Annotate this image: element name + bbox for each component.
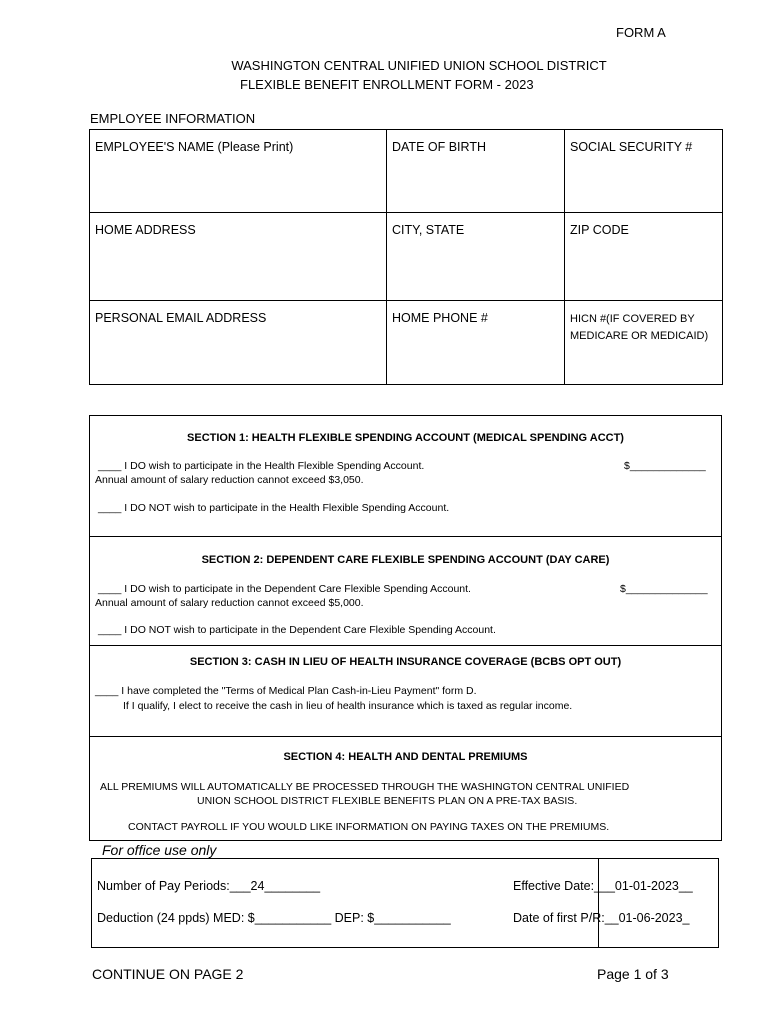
home-address-field[interactable]: HOME ADDRESS — [90, 213, 387, 301]
email-field[interactable]: PERSONAL EMAIL ADDRESS — [90, 301, 387, 385]
employee-info-table — [89, 129, 723, 385]
continue-note: CONTINUE ON PAGE 2 — [92, 966, 244, 982]
first-payroll-date: Date of first P/R:__01-06-2023_ — [513, 911, 690, 925]
section-2-limit: Annual amount of salary reduction cannot exceed $5,000. — [95, 597, 364, 609]
city-state-field[interactable]: CITY, STATE — [387, 213, 565, 301]
name-field[interactable]: EMPLOYEE'S NAME (Please Print) — [90, 130, 387, 213]
section-4-box — [89, 736, 722, 841]
section-2-title: SECTION 2: DEPENDENT CARE FLEXIBLE SPENDING ACCOUNT (DAY CARE) — [201, 554, 610, 566]
form-title: FLEXIBLE BENEFIT ENROLLMENT FORM - 2023 — [240, 77, 534, 92]
section-4-line-2: UNION SCHOOL DISTRICT FLEXIBLE BENEFITS PLAN ON A PRE-TAX BASIS. — [197, 795, 578, 807]
section-1-limit: Annual amount of salary reduction cannot exceed $3,050. — [95, 474, 364, 486]
section-2-opt-out[interactable]: ____ I DO NOT wish to participate in the Dependent Care Flexible Spending Account. — [98, 624, 496, 636]
table-row — [90, 130, 723, 213]
section-1-box — [89, 415, 722, 537]
section-3-title: SECTION 3: CASH IN LIEU OF HEALTH INSURANCE COVERAGE (BCBS OPT OUT) — [189, 656, 622, 668]
section-2-box — [89, 536, 722, 646]
section-1-opt-out[interactable]: ____ I DO NOT wish to participate in the Health Flexible Spending Account. — [98, 502, 450, 514]
page-number: Page 1 of 3 — [597, 966, 669, 982]
office-use-heading: For office use only — [102, 842, 217, 858]
section-2-opt-in[interactable]: ____ I DO wish to participate in the Dependent Care Flexible Spending Account. — [98, 583, 471, 595]
form-label: FORM A — [616, 25, 666, 40]
pay-periods: Number of Pay Periods:___24________ — [97, 879, 321, 893]
section-4-title: SECTION 4: HEALTH AND DENTAL PREMIUMS — [283, 751, 528, 763]
section-2-amount-field[interactable]: $______________ — [620, 583, 708, 595]
office-divider — [598, 859, 599, 947]
dob-field[interactable]: DATE OF BIRTH — [387, 130, 565, 213]
section-1-title: SECTION 1: HEALTH FLEXIBLE SPENDING ACCOUNT (MEDICAL SPENDING ACCT) — [187, 432, 624, 444]
section-4-line-1: ALL PREMIUMS WILL AUTOMATICALLY BE PROCESSED THROUGH THE WASHINGTON CENTRAL UNIFIED — [100, 781, 630, 793]
section-4-line-3: CONTACT PAYROLL IF YOU WOULD LIKE INFORMATION ON PAYING TAXES ON THE PREMIUMS. — [128, 821, 610, 833]
section-1-amount-field[interactable]: $_____________ — [624, 460, 706, 472]
table-row — [90, 213, 723, 301]
effective-date: Effective Date:___01-01-2023__ — [513, 879, 693, 893]
table-row — [90, 301, 723, 385]
office-use-box — [91, 858, 719, 948]
deduction-line: Deduction (24 ppds) MED: $___________ DEP: $___________ — [97, 911, 451, 925]
section-3-line-1[interactable]: ____ I have completed the "Terms of Medical Plan Cash-in-Lieu Payment" form D. — [95, 685, 477, 697]
section-3-line-2: If I qualify, I elect to receive the cash in lieu of health insurance which is taxed as regular income. — [123, 700, 573, 712]
hicn-field[interactable]: HICN #(IF COVERED BY MEDICARE OR MEDICAID) — [565, 301, 723, 385]
section-1-opt-in[interactable]: ____ I DO wish to participate in the Health Flexible Spending Account. — [98, 460, 425, 472]
home-phone-field[interactable]: HOME PHONE # — [387, 301, 565, 385]
section-3-box — [89, 645, 722, 737]
district-title: WASHINGTON CENTRAL UNIFIED UNION SCHOOL DISTRICT — [231, 58, 607, 73]
employee-info-heading: EMPLOYEE INFORMATION — [90, 111, 256, 126]
ssn-field[interactable]: SOCIAL SECURITY # — [565, 130, 723, 213]
zip-code-field[interactable]: ZIP CODE — [565, 213, 723, 301]
